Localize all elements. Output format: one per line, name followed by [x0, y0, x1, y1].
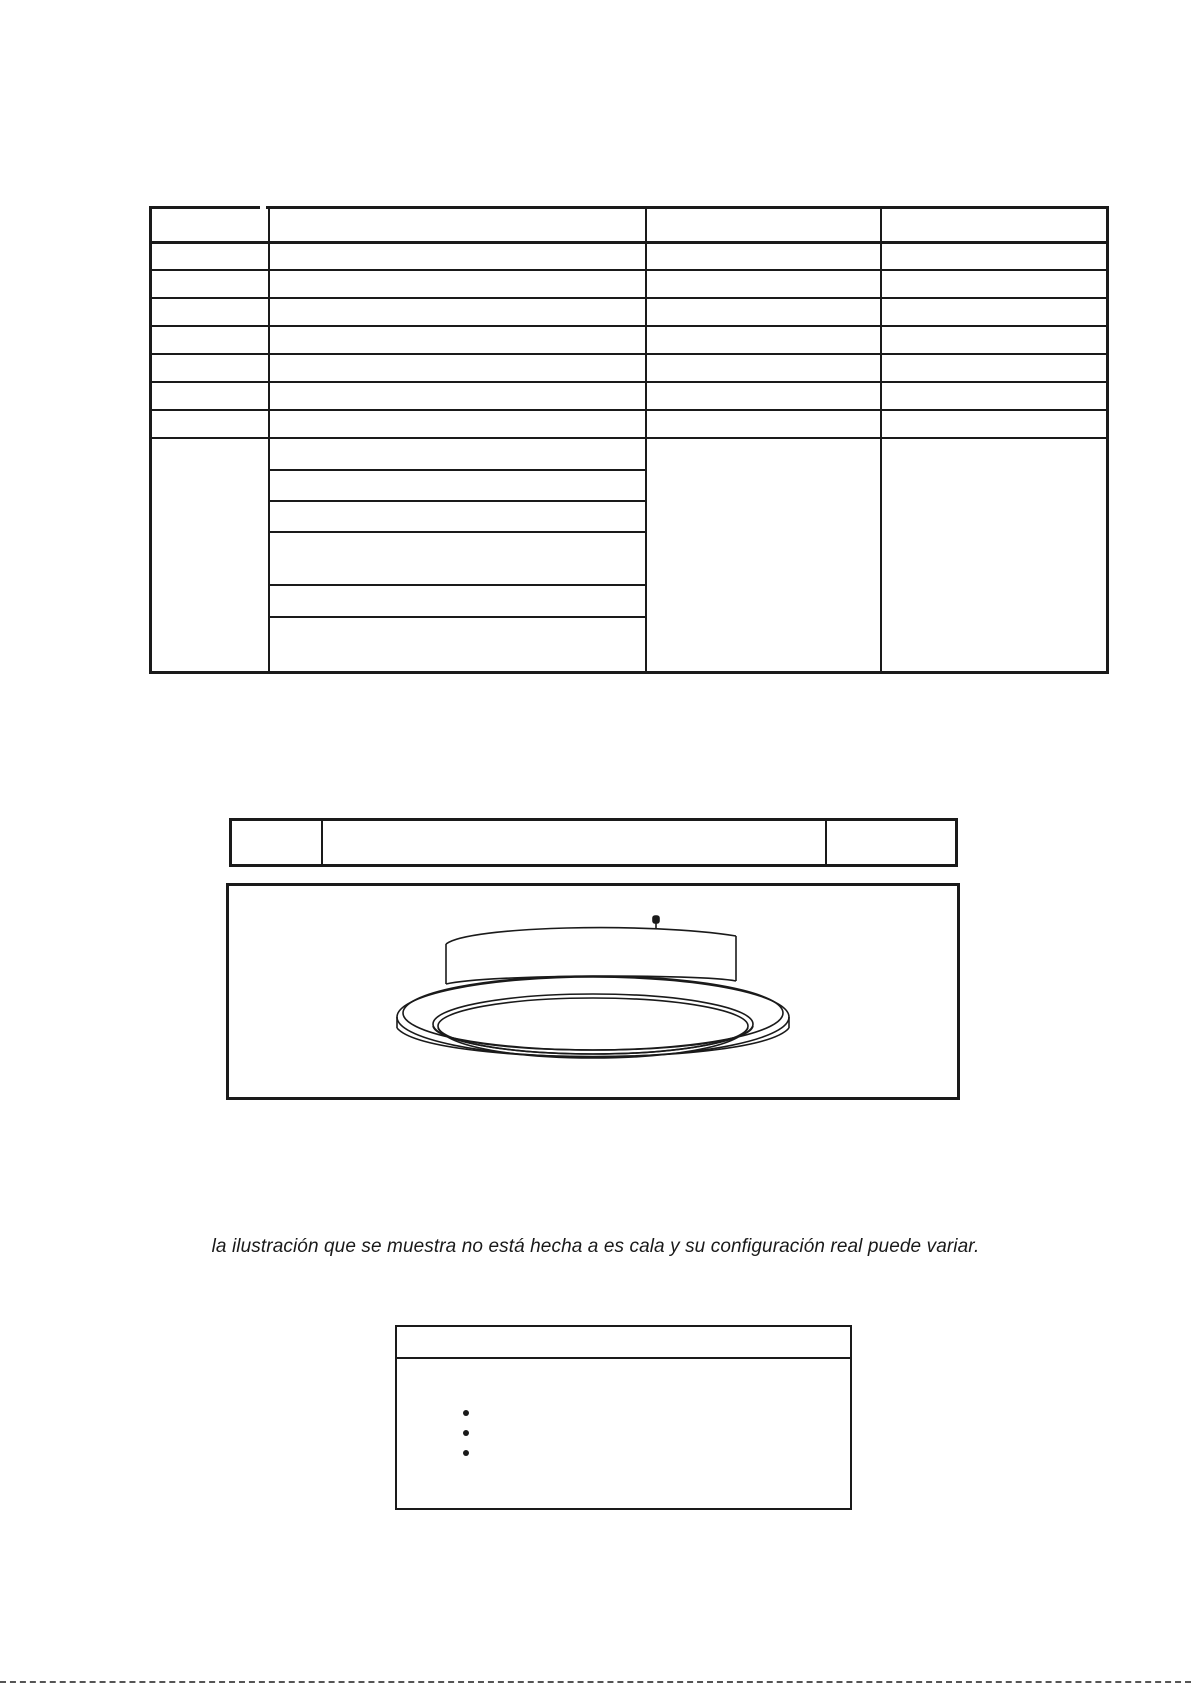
table-row-rule — [152, 409, 1106, 411]
model-row-divider — [825, 821, 827, 864]
table-subrow-rule — [269, 500, 646, 502]
table-subrow-rule — [269, 584, 646, 586]
table-subrow-rule — [269, 531, 646, 533]
table-subrow-rule — [269, 616, 646, 618]
specifications-table — [149, 206, 1109, 674]
table-column-divider — [880, 209, 882, 671]
table-column-divider — [645, 209, 647, 671]
table-row-rule — [152, 381, 1106, 383]
table-header-notch — [260, 206, 266, 211]
bullet-icon — [463, 1430, 469, 1436]
page-footer-rule — [0, 1681, 1191, 1683]
bullet-icon — [463, 1410, 469, 1416]
table-row-rule — [152, 269, 1106, 271]
ceiling-light-fixture-icon — [229, 886, 957, 1097]
product-illustration-box — [226, 883, 960, 1100]
notes-box — [395, 1325, 852, 1510]
illustration-disclaimer: la ilustración que se muestra no está hecha a es cala y su configuración real puede variar. — [211, 1236, 980, 1257]
model-header-row — [229, 818, 958, 867]
table-row-rule — [152, 325, 1106, 327]
table-row-rule — [152, 353, 1106, 355]
table-column-divider — [268, 209, 270, 671]
notes-header-rule — [397, 1357, 850, 1359]
table-row-rule — [152, 297, 1106, 299]
table-row-rule — [152, 437, 1106, 439]
model-row-divider — [321, 821, 323, 864]
table-header-rule — [152, 241, 1106, 244]
bullet-icon — [463, 1450, 469, 1456]
table-subrow-rule — [269, 469, 646, 471]
